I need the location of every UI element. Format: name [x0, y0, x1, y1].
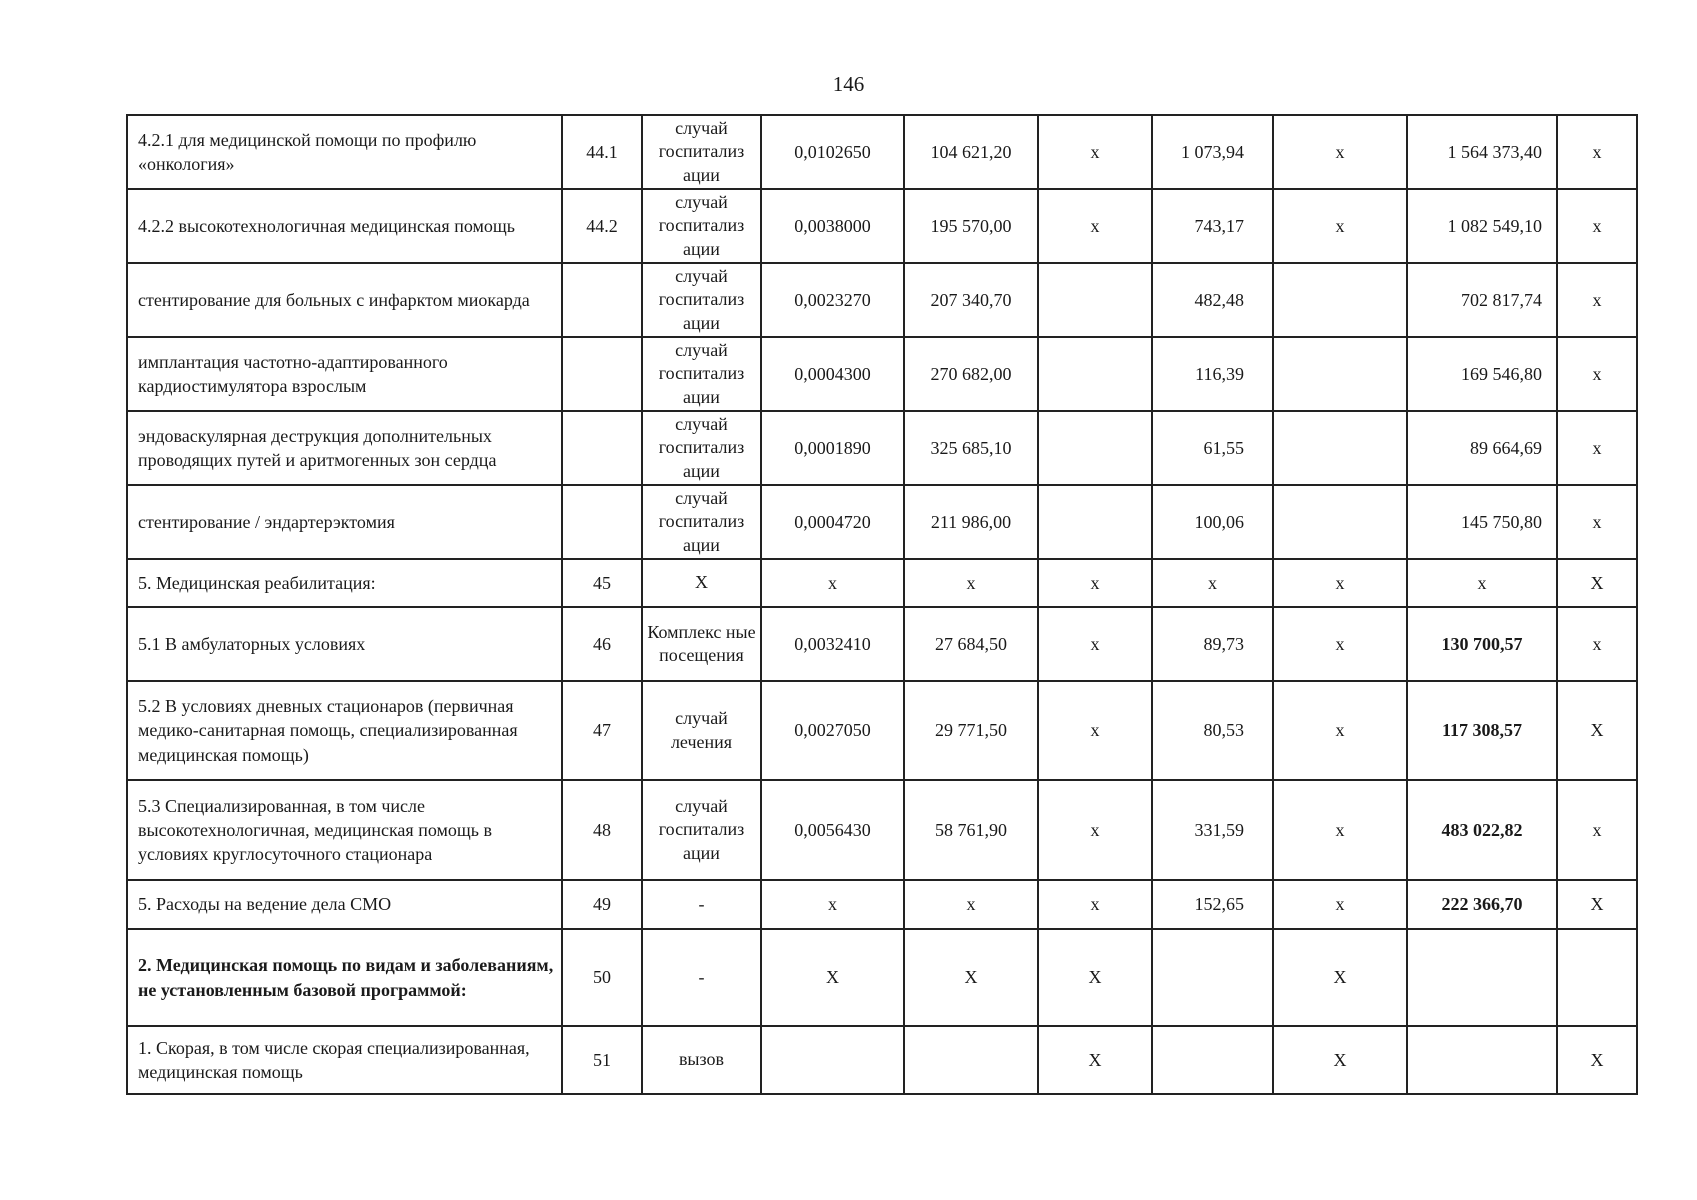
row-col7: [1273, 411, 1407, 485]
row-unit: случай лечения: [642, 681, 761, 780]
row-unit: случай госпитализ ации: [642, 263, 761, 337]
table-row: [127, 263, 1637, 337]
row-code: 44.2: [562, 189, 642, 263]
row-col7: [1273, 337, 1407, 411]
row-col7: х: [1273, 780, 1407, 880]
row-code: [562, 485, 642, 559]
row-per-capita: 331,59: [1152, 780, 1273, 880]
row-col5: х: [1038, 559, 1152, 607]
row-col7: х: [1273, 115, 1407, 189]
row-per-capita: 152,65: [1152, 880, 1273, 929]
row-total: 169 546,80: [1407, 337, 1557, 411]
row-col5: [1038, 263, 1152, 337]
row-name: 4.2.1 для медицинской помощи по профилю «онкология»: [127, 115, 562, 189]
table-row: [127, 411, 1637, 485]
row-unit: Комплекс ные посещения: [642, 607, 761, 681]
row-total: [1407, 1026, 1557, 1094]
row-cost: 58 761,90: [904, 780, 1038, 880]
row-cost: 211 986,00: [904, 485, 1038, 559]
row-col9: х: [1557, 485, 1637, 559]
row-name: 5.2 В условиях дневных стационаров (первичная медико-санитарная помощь, специализированная медицинская помощь): [127, 681, 562, 780]
row-cost: х: [904, 880, 1038, 929]
table-row: [127, 681, 1637, 780]
row-col7: х: [1273, 607, 1407, 681]
row-col9: х: [1557, 337, 1637, 411]
row-total: 1 564 373,40: [1407, 115, 1557, 189]
row-col7: х: [1273, 681, 1407, 780]
row-col9: Х: [1557, 681, 1637, 780]
row-cost: 207 340,70: [904, 263, 1038, 337]
row-norm: 0,0027050: [761, 681, 904, 780]
row-unit: -: [642, 880, 761, 929]
row-norm: х: [761, 880, 904, 929]
row-code: 46: [562, 607, 642, 681]
row-name: эндоваскулярная деструкция дополнительных проводящих путей и аритмогенных зон сердца: [127, 411, 562, 485]
row-unit: случай госпитализ ации: [642, 485, 761, 559]
row-col9: х: [1557, 411, 1637, 485]
row-per-capita: 80,53: [1152, 681, 1273, 780]
row-code: [562, 411, 642, 485]
table-row: [127, 115, 1637, 189]
row-unit: вызов: [642, 1026, 761, 1094]
row-total: 130 700,57: [1407, 607, 1557, 681]
row-col7: х: [1273, 189, 1407, 263]
page-number: 146: [832, 72, 865, 96]
row-cost: 27 684,50: [904, 607, 1038, 681]
row-col5: х: [1038, 780, 1152, 880]
row-name: имплантация частотно-адаптированного кардиостимулятора взрослым: [127, 337, 562, 411]
row-col5: Х: [1038, 1026, 1152, 1094]
row-unit: случай госпитализ ации: [642, 337, 761, 411]
row-norm: 0,0001890: [761, 411, 904, 485]
table-row: [127, 189, 1637, 263]
row-norm: 0,0056430: [761, 780, 904, 880]
row-cost: Х: [904, 929, 1038, 1026]
table-row: [127, 780, 1637, 880]
row-col9: Х: [1557, 559, 1637, 607]
row-per-capita: [1152, 929, 1273, 1026]
row-col5: [1038, 411, 1152, 485]
row-per-capita: 100,06: [1152, 485, 1273, 559]
row-unit: случай госпитализ ации: [642, 411, 761, 485]
row-code: [562, 337, 642, 411]
row-unit: случай госпитализ ации: [642, 780, 761, 880]
row-col5: х: [1038, 880, 1152, 929]
row-col9: х: [1557, 115, 1637, 189]
row-per-capita: 116,39: [1152, 337, 1273, 411]
row-name: 1. Скорая, в том числе скорая специализированная, медицинская помощь: [127, 1026, 562, 1094]
row-cost: [904, 1026, 1038, 1094]
row-name: 5.3 Специализированная, в том числе высокотехнологичная, медицинская помощь в условиях круглосуточного стационара: [127, 780, 562, 880]
table-row: [127, 559, 1637, 607]
row-col5: х: [1038, 607, 1152, 681]
row-code: [562, 263, 642, 337]
row-total: 1 082 549,10: [1407, 189, 1557, 263]
row-col5: х: [1038, 681, 1152, 780]
row-code: 49: [562, 880, 642, 929]
row-norm: х: [761, 559, 904, 607]
row-cost: 195 570,00: [904, 189, 1038, 263]
row-col5: [1038, 337, 1152, 411]
row-name: 5. Расходы на ведение дела СМО: [127, 880, 562, 929]
row-col5: х: [1038, 189, 1152, 263]
row-code: 47: [562, 681, 642, 780]
table-row: [127, 607, 1637, 681]
row-total: 145 750,80: [1407, 485, 1557, 559]
row-total: 483 022,82: [1407, 780, 1557, 880]
row-unit: -: [642, 929, 761, 1026]
row-code: 51: [562, 1026, 642, 1094]
row-per-capita: х: [1152, 559, 1273, 607]
table-row: [127, 1026, 1637, 1094]
row-cost: 270 682,00: [904, 337, 1038, 411]
row-name: стентирование для больных с инфарктом миокарда: [127, 263, 562, 337]
row-total: [1407, 929, 1557, 1026]
row-col7: х: [1273, 880, 1407, 929]
row-per-capita: [1152, 1026, 1273, 1094]
row-code: 50: [562, 929, 642, 1026]
row-per-capita: 482,48: [1152, 263, 1273, 337]
row-total: 89 664,69: [1407, 411, 1557, 485]
row-unit: Х: [642, 559, 761, 607]
row-col9: [1557, 929, 1637, 1026]
row-name: стентирование / эндартерэктомия: [127, 485, 562, 559]
row-name: 4.2.2 высокотехнологичная медицинская помощь: [127, 189, 562, 263]
table-row: [127, 880, 1637, 929]
row-col9: х: [1557, 780, 1637, 880]
row-per-capita: 1 073,94: [1152, 115, 1273, 189]
row-per-capita: 61,55: [1152, 411, 1273, 485]
row-code: 45: [562, 559, 642, 607]
row-norm: [761, 1026, 904, 1094]
row-cost: 325 685,10: [904, 411, 1038, 485]
row-col9: х: [1557, 189, 1637, 263]
row-col7: Х: [1273, 1026, 1407, 1094]
row-col9: Х: [1557, 1026, 1637, 1094]
table-row: [127, 929, 1637, 1026]
table-row: [127, 485, 1637, 559]
row-col5: Х: [1038, 929, 1152, 1026]
row-cost: х: [904, 559, 1038, 607]
row-col9: Х: [1557, 880, 1637, 929]
row-code: 48: [562, 780, 642, 880]
row-cost: 29 771,50: [904, 681, 1038, 780]
table-row: [127, 337, 1637, 411]
row-norm: 0,0004720: [761, 485, 904, 559]
row-col9: х: [1557, 607, 1637, 681]
row-total: 222 366,70: [1407, 880, 1557, 929]
row-norm: Х: [761, 929, 904, 1026]
row-name: 5. Медицинская реабилитация:: [127, 559, 562, 607]
row-unit: случай госпитализ ации: [642, 115, 761, 189]
row-col7: х: [1273, 559, 1407, 607]
financing-table: [126, 114, 1638, 1095]
row-norm: 0,0102650: [761, 115, 904, 189]
row-col9: х: [1557, 263, 1637, 337]
row-col7: Х: [1273, 929, 1407, 1026]
row-name: 2. Медицинская помощь по видам и заболеваниям, не установленным базовой программой:: [127, 929, 562, 1026]
row-col5: [1038, 485, 1152, 559]
row-col7: [1273, 263, 1407, 337]
row-per-capita: 89,73: [1152, 607, 1273, 681]
row-norm: 0,0004300: [761, 337, 904, 411]
row-total: х: [1407, 559, 1557, 607]
row-total: 117 308,57: [1407, 681, 1557, 780]
row-name: 5.1 В амбулаторных условиях: [127, 607, 562, 681]
row-norm: 0,0023270: [761, 263, 904, 337]
row-cost: 104 621,20: [904, 115, 1038, 189]
row-total: 702 817,74: [1407, 263, 1557, 337]
row-norm: 0,0032410: [761, 607, 904, 681]
row-per-capita: 743,17: [1152, 189, 1273, 263]
row-col7: [1273, 485, 1407, 559]
row-code: 44.1: [562, 115, 642, 189]
row-unit: случай госпитализ ации: [642, 189, 761, 263]
row-col5: х: [1038, 115, 1152, 189]
row-norm: 0,0038000: [761, 189, 904, 263]
